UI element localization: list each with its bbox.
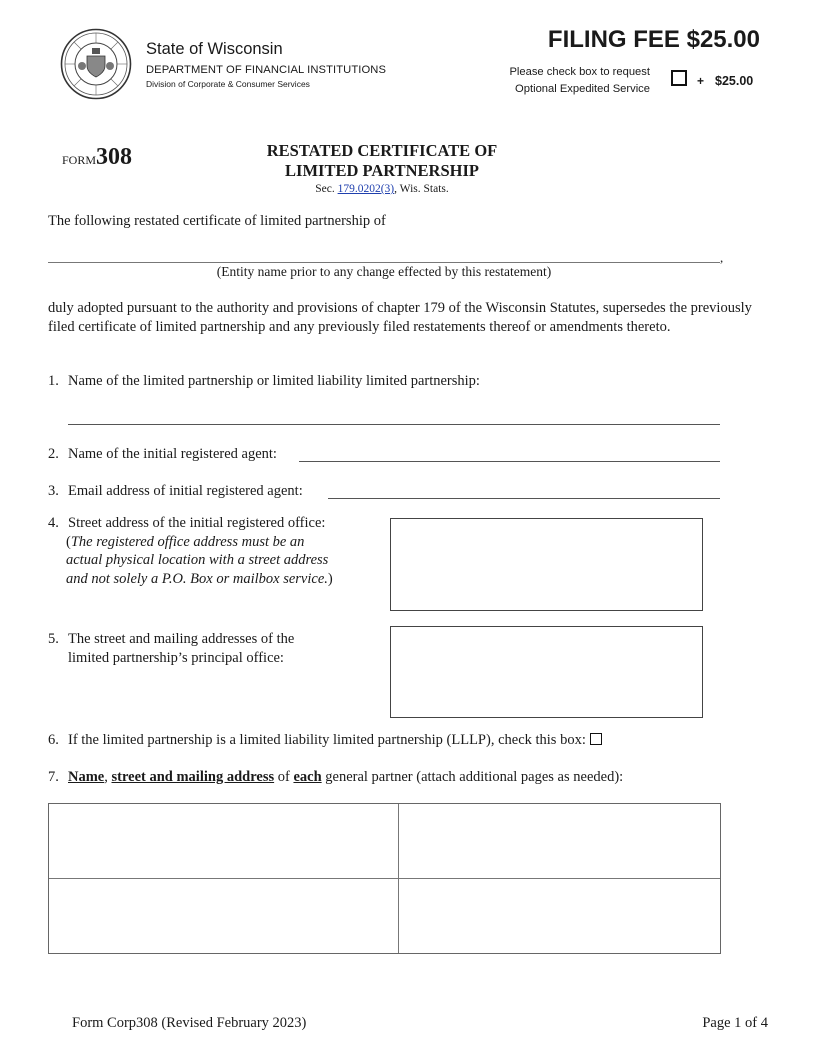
title-line-2: LIMITED PARTNERSHIP: [285, 161, 479, 180]
registered-office-address-box[interactable]: [390, 518, 703, 611]
item-6-label: [48, 732, 602, 749]
entity-name-field[interactable]: [48, 262, 720, 263]
form-word: FORM: [62, 153, 97, 167]
partner-cell-4[interactable]: [399, 879, 720, 953]
item-4-note-line-2: actual physical location with a street address: [66, 552, 329, 568]
division-name: Division of Corporate & Consumer Services: [146, 79, 310, 89]
item-3-text: Email address of initial registered agent:: [68, 483, 303, 499]
item-5-number: 5.: [48, 631, 59, 647]
item-3-label: [48, 483, 303, 500]
item-5-label: [48, 630, 294, 668]
item-7-sep: ,: [104, 769, 112, 785]
item-4-text: Street address of the initial registered office:: [68, 515, 326, 531]
expedite-line-1: Please check box to request: [509, 66, 650, 78]
item-4-note-line-1: The registered office address must be an: [70, 533, 305, 550]
registered-agent-name-field[interactable]: [299, 461, 720, 462]
item-2-label: [48, 446, 277, 463]
entity-comma: ,: [720, 250, 724, 265]
item-1-label: [48, 373, 480, 390]
intro-text: The following restated certificate of limited partnership of: [48, 213, 386, 229]
item-4-note-open: (: [66, 533, 71, 550]
item-6-text: If the limited partnership is a limited liability limited partnership (LLLP), check this box:: [68, 732, 586, 748]
item-5-line-1: The street and mailing addresses of the: [68, 631, 295, 647]
partner-cell-2[interactable]: [399, 804, 720, 879]
item-4-note-line-3: and not solely a P.O. Box or mailbox service.: [66, 570, 328, 587]
state-seal-logo: [60, 28, 132, 100]
item-7-rest: general partner (attach additional pages as needed):: [321, 769, 624, 785]
statute-reference: [232, 183, 532, 195]
department-name: DEPARTMENT OF FINANCIAL INSTITUTIONS: [146, 64, 387, 76]
entity-name-caption: (Entity name prior to any change effected by this restatement): [216, 264, 552, 279]
form-title: [232, 141, 532, 181]
item-7-label: [48, 769, 623, 786]
partner-cell-3[interactable]: [49, 879, 399, 953]
item-7-number: 7.: [48, 769, 59, 785]
item-7-of: of: [274, 769, 294, 785]
expedite-fee: $25.00: [715, 74, 754, 88]
item-2-text: Name of the initial registered agent:: [68, 446, 277, 462]
item-4-number: 4.: [48, 515, 59, 531]
registered-agent-email-field[interactable]: [328, 498, 720, 499]
statute-suffix: , Wis. Stats.: [394, 183, 449, 195]
expedite-checkbox[interactable]: [671, 70, 687, 86]
form-number: 308: [96, 144, 133, 170]
item-4-note-close: ): [327, 570, 333, 587]
expedite-instruction: [490, 64, 650, 98]
lllp-checkbox[interactable]: [590, 733, 602, 745]
partnership-name-field[interactable]: [68, 424, 720, 425]
form-revision: Form Corp308 (Revised February 2023): [72, 1015, 307, 1031]
item-1-number: 1.: [48, 373, 59, 389]
title-line-1: RESTATED CERTIFICATE OF: [266, 141, 498, 160]
general-partner-table: [48, 803, 721, 954]
item-2-number: 2.: [48, 446, 59, 462]
state-name: State of Wisconsin: [146, 40, 283, 58]
item-5-line-2: limited partnership’s principal office:: [68, 650, 284, 666]
item-6-number: 6.: [48, 732, 59, 748]
item-7-address: street and mailing address: [111, 769, 275, 785]
principal-office-address-box[interactable]: [390, 626, 703, 718]
form-number-label: [62, 144, 132, 171]
expedite-plus: +: [697, 74, 705, 88]
statute-link[interactable]: 179.0202(3): [337, 183, 395, 195]
item-1-text: Name of the limited partnership or limited liability limited partnership:: [68, 373, 480, 389]
expedite-line-2: Optional Expedited Service: [515, 83, 650, 95]
item-3-number: 3.: [48, 483, 59, 499]
item-7-each: each: [293, 769, 322, 785]
page-number: Page 1 of 4: [702, 1015, 768, 1031]
item-4-label: [48, 514, 333, 588]
adoption-paragraph: duly adopted pursuant to the authority and provisions of chapter 179 of the Wisconsin Statutes, supersedes the previously filed certificate of limited partnership and any previously filed restatements thereof or amendments thereto.: [48, 300, 752, 335]
partner-cell-1[interactable]: [49, 804, 399, 879]
statute-prefix: Sec.: [315, 183, 335, 195]
item-7-name: Name: [68, 769, 105, 785]
filing-fee-heading: FILING FEE $25.00: [547, 26, 760, 53]
